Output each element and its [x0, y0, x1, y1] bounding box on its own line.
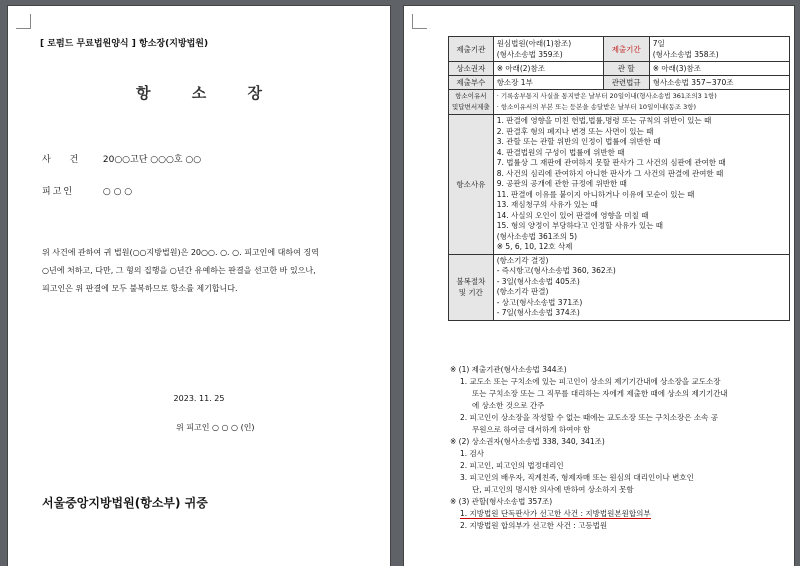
submit-period-label: 제출기간: [603, 37, 649, 62]
defendant-value: ○ ○ ○: [102, 187, 133, 197]
case-label: 사 건: [42, 155, 87, 165]
note-line: 무원으로 하여금 대서하게 하여야 함: [472, 425, 591, 434]
jurisdiction-value: ※ 아래(3)참조: [649, 62, 789, 76]
brief-line: · 항소이유서의 부본 또는 등본을 송달받은 날부터 10일이내(동조 3항): [496, 103, 697, 111]
remedy-item: (항소기각 판결): [496, 287, 549, 296]
reason-item: 7. 법률상 그 재판에 관여하지 못할 판사가 그 사건의 심판에 관여한 때: [496, 158, 726, 167]
left-page: [8, 6, 390, 566]
note-line: 단, 피고인의 명시한 의사에 반하여 상소하지 못함: [472, 485, 634, 494]
note-text: 1. 지방법원 단독판사가 선고한 사건 : 지방법원본원합의부: [460, 509, 651, 518]
document-header: [ 로펌드 무료법원양식 ] 항소장(지방법원): [40, 39, 209, 49]
signer-line: 위 피고인 ○ ○ ○ (인): [176, 423, 255, 432]
table-row: [449, 76, 790, 90]
note-line: 에 상소한 것으로 간주: [472, 401, 545, 410]
body-line: 위 사건에 관하여 귀 법원(○○지방법원)은 20○○. ○. ○. 피고인에 대하여 징역: [42, 248, 319, 257]
reason-item: 15. 형의 양정이 부당하다고 인정할 사유가 있는 때: [496, 221, 663, 230]
note-line: 3. 피고인의 배우자, 직계친족, 형제자매 또는 원심의 대리인이나 변호인: [460, 473, 694, 482]
reason-item: 13. 재심청구의 사유가 있는 때: [496, 200, 598, 209]
court-addressee: 서울중앙지방법원(항소부) 귀중: [42, 496, 208, 510]
reason-item: 8. 사건의 심리에 관여하지 아니한 판사가 그 사건의 판결에 관여한 때: [496, 168, 724, 178]
appeal-info-table: [448, 36, 790, 321]
reason-item: 14. 사실의 오인이 있어 판결에 영향을 미칠 때: [496, 210, 649, 220]
table-row: [449, 115, 790, 255]
remedy-label: [449, 254, 494, 320]
law-label: 관련법규: [603, 76, 649, 90]
case-row: [42, 152, 201, 165]
table-row: [449, 37, 790, 62]
footnotes: [450, 364, 780, 532]
brief-line: · 기록송부통지 사실을 통지받은 날부터 20일이내(형사소송법 361조의3 1항): [496, 92, 717, 100]
defendant-label: 피고인: [42, 187, 75, 197]
table-row: [449, 62, 790, 76]
note-line: 1. 검사: [460, 449, 485, 458]
remedy-label-line: 불복절차: [456, 277, 486, 286]
reason-item: 4. 판결법원의 구성이 법률에 위반한 때: [496, 147, 625, 157]
reason-item: 2. 판결후 형의 폐지나 변경 또는 사면이 있는 때: [496, 126, 654, 136]
submit-period-value: [649, 37, 789, 62]
table-row: [449, 254, 790, 320]
remedy-list: [493, 254, 789, 320]
reasons-list: [493, 115, 789, 255]
remedy-item: (항소기각 결정): [496, 255, 549, 265]
remedy-item: - 7일(형사소송법 374조): [496, 308, 580, 317]
brief-label-line: 항소이유서: [455, 92, 487, 100]
reason-item: 9. 공판의 공개에 관한 규정에 위반한 때: [496, 179, 627, 188]
brief-value: [493, 90, 789, 115]
appeal-right-value: ※ 아래(2)참조: [493, 62, 603, 76]
remedy-label-line: 및 기간: [458, 288, 483, 297]
body-line: ○년에 처하고, 다만, 그 형의 집행을 ○년간 유예하는 판결을 선고한 바 있으나,: [42, 266, 316, 275]
appeal-right-label: 상소권자: [449, 62, 494, 76]
note-line: ※ (3) 관할(형사소송법 357조): [450, 497, 553, 506]
law-value: 형사소송법 357~370조: [649, 76, 789, 90]
note-line: 1. 교도소 또는 구치소에 있는 피고인이 상소의 제기기간내에 상소장을 교도소장: [460, 377, 721, 386]
reason-item: ※ 5, 6, 10, 12호 삭제: [496, 242, 573, 251]
note-line: 2. 지방법원 합의부가 선고한 사건 : 고등법원: [460, 521, 608, 530]
note-line: 2. 피고인, 피고인의 법정대리인: [460, 461, 564, 470]
note-line: ※ (1) 제출기관(형사소송법 344조): [450, 365, 567, 374]
defendant-row: [42, 184, 132, 197]
reasons-label: 항소사유: [449, 115, 494, 255]
note-line: ※ (2) 상소권자(형사소송법 338, 340, 341조): [450, 437, 605, 446]
reason-item: 3. 관할 또는 관할 위반의 인정이 법률에 위반한 때: [496, 137, 661, 146]
case-value: 20○○고단 ○○○호 ○○: [102, 155, 202, 165]
brief-label: [449, 90, 494, 115]
submit-period-value-line: (형사소송법 358조): [652, 50, 719, 59]
document-title: 항 소 장: [136, 84, 280, 102]
remedy-item: - 3일(형사소송법 405조): [496, 276, 580, 286]
submit-org-value-line: (형사소송법 359조): [496, 50, 563, 59]
appeal-body-text: [42, 244, 364, 298]
copies-label: 제출부수: [449, 76, 494, 90]
jurisdiction-label: 관 할: [603, 62, 649, 76]
body-line: 피고인은 위 판결에 모두 불복하므로 항소를 제기합니다.: [42, 284, 238, 293]
document-date: 2023. 11. 25: [173, 394, 225, 403]
submit-period-value-line: 7일: [652, 39, 665, 48]
reason-item: 11. 판결에 이유를 붙이지 아니하거나 이유에 모순이 있는 때: [496, 189, 695, 199]
brief-label-line: 및답변서제출: [452, 103, 490, 111]
note-line: 또는 구치소장 또는 그 직무를 대리하는 자에게 제출한 때에 상소의 제기기간내: [472, 389, 728, 398]
note-line: [450, 508, 780, 520]
reason-item: 1. 판결에 영향을 미친 헌법,법률,명령 또는 규칙의 위반이 있는 때: [496, 116, 712, 125]
submit-org-value-line: 원심법원(아래(1)참조): [496, 39, 572, 48]
note-line: 2. 피고인이 상소장을 작성할 수 없는 때에는 교도소장 또는 구치소장은 소속 공: [460, 413, 718, 422]
submit-org-label: 제출기관: [449, 37, 494, 62]
crop-mark: [412, 14, 427, 29]
submit-org-value: [493, 37, 603, 62]
table-row: [449, 90, 790, 115]
remedy-item: - 상고(형사소송법 371조): [496, 297, 583, 307]
copies-value: 항소장 1부: [493, 76, 603, 90]
reason-item: (형사소송법 361조의 5): [496, 231, 578, 241]
crop-mark: [16, 14, 31, 29]
right-page: [404, 6, 794, 566]
remedy-item: - 즉시항고(형사소송법 360, 362조): [496, 266, 616, 275]
